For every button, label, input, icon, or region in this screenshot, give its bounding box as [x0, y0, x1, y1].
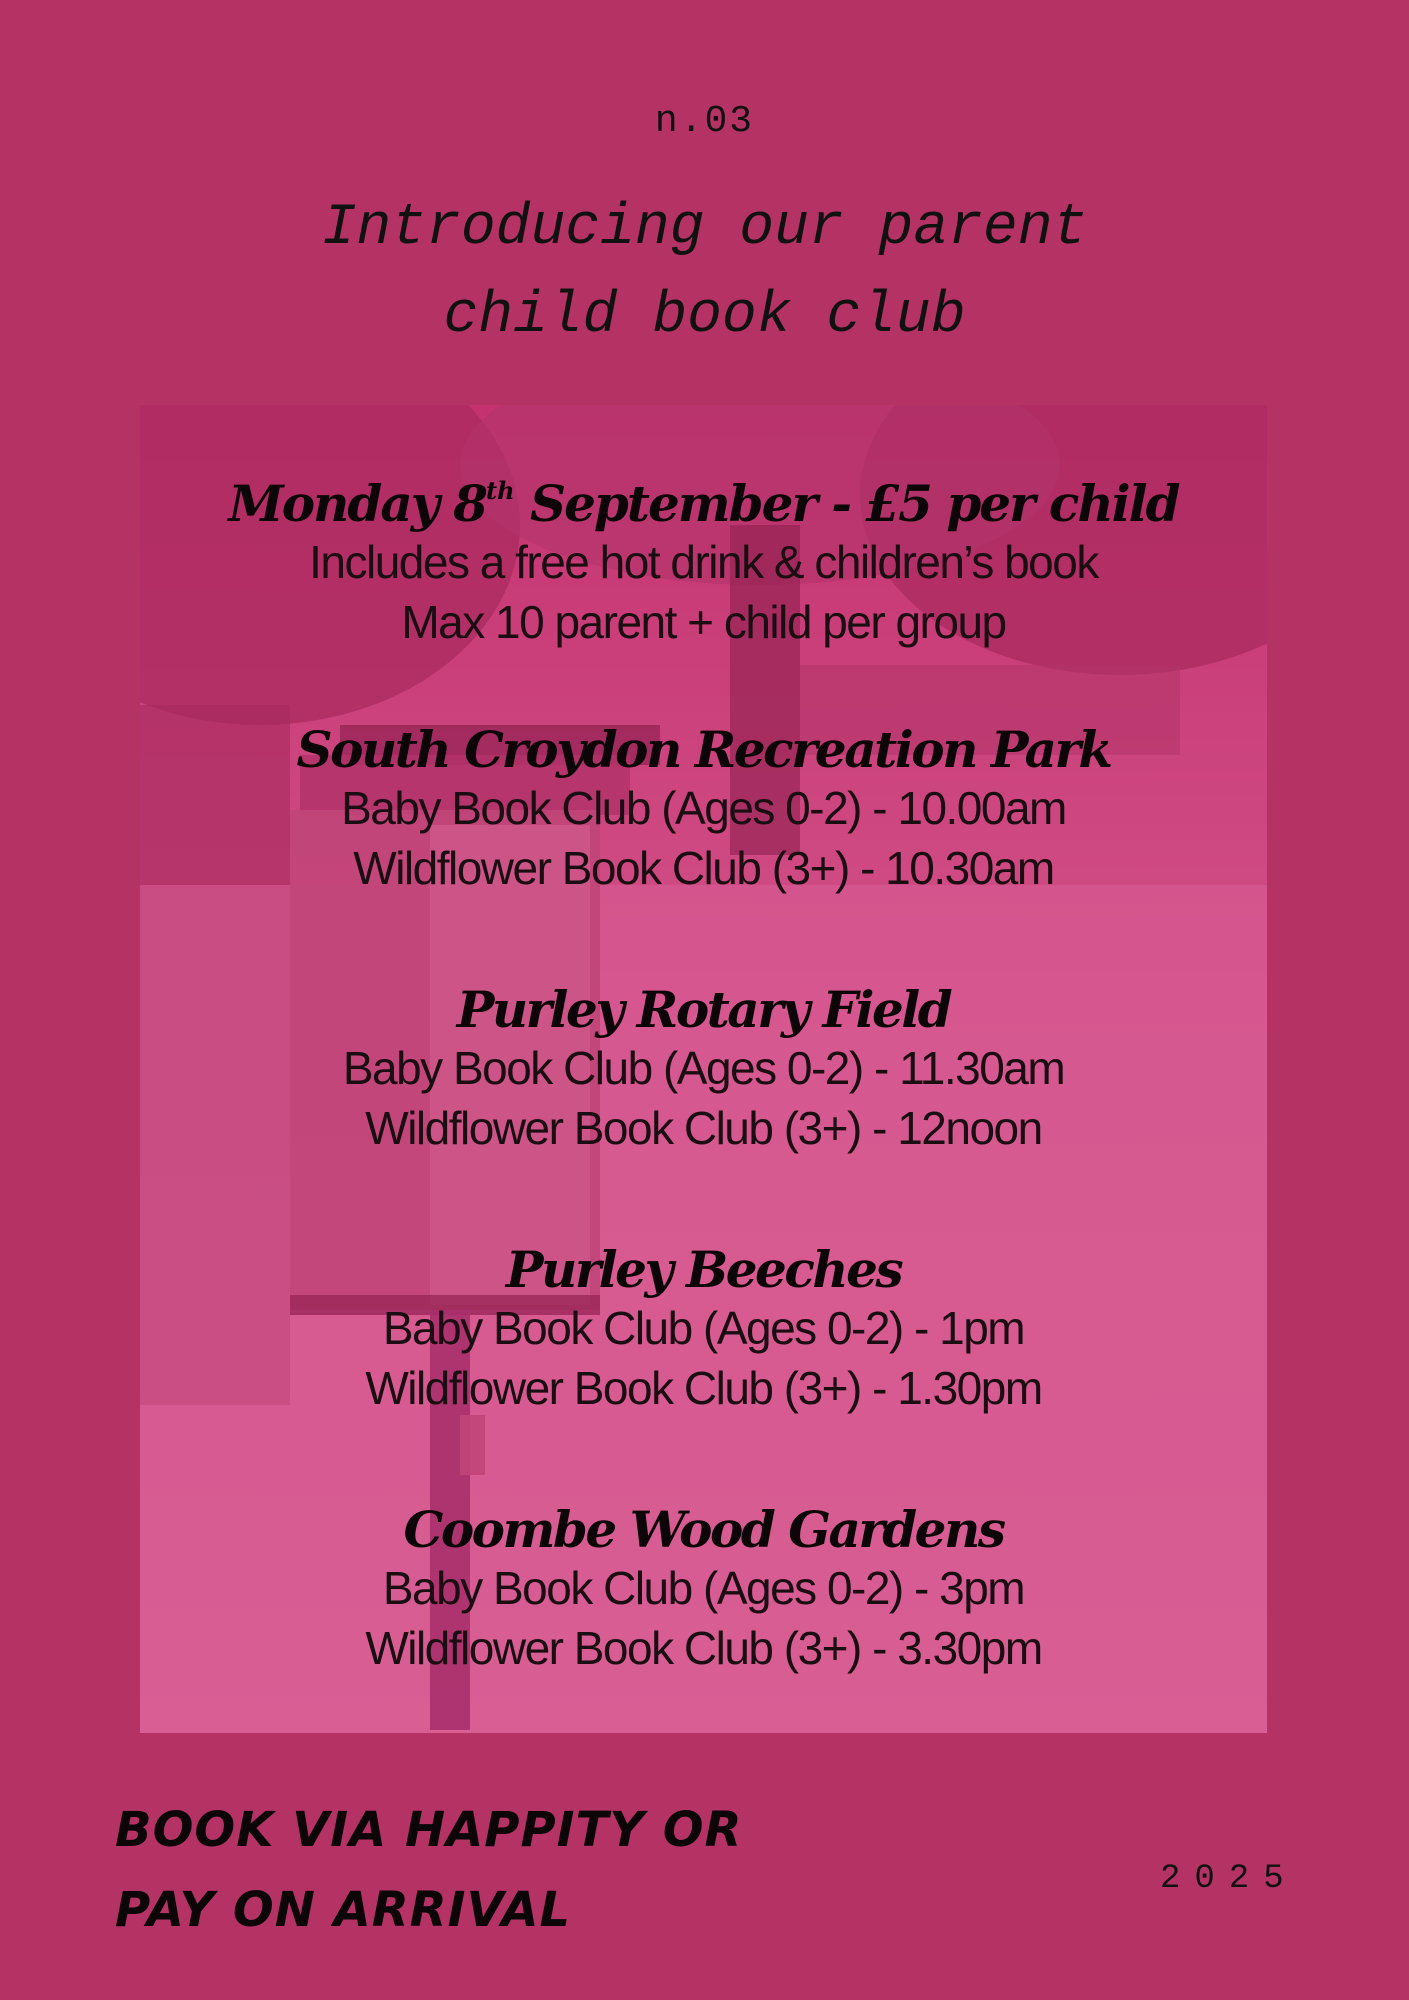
booking-line-2: PAY ON ARRIVAL [115, 1882, 572, 1938]
venue-block [140, 722, 1267, 898]
venue-block [140, 1502, 1267, 1678]
wildflower-session: Wildflower Book Club (3+) - 1.30pm [365, 1362, 1042, 1414]
venue-name: Purley Rotary Field [456, 980, 951, 1039]
venue-name: Coombe Wood Gardens [403, 1500, 1004, 1559]
page-headline [0, 185, 1409, 361]
event-detail-includes: Includes a free hot drink & children’s book [309, 536, 1098, 588]
baby-session: Baby Book Club (Ages 0-2) - 11.30am [342, 1042, 1065, 1094]
schedule-content [140, 405, 1267, 1678]
booking-instructions [115, 1790, 742, 1950]
baby-session: Baby Book Club (Ages 0-2) - 3pm [382, 1562, 1025, 1614]
wildflower-session: Wildflower Book Club (3+) - 12noon [365, 1102, 1042, 1154]
event-price: September - £5 per child [514, 474, 1179, 533]
event-detail-capacity: Max 10 parent + child per group [401, 596, 1006, 648]
event-date: Monday 8 [228, 474, 487, 533]
venue-name: South Croydon Recreation Park [296, 720, 1111, 779]
booking-line-1: BOOK VIA HAPPITY OR [115, 1802, 743, 1858]
date-ordinal: th [486, 476, 515, 505]
year-label: 2025 [1160, 1860, 1298, 1898]
venue-block [140, 982, 1267, 1158]
photo-panel [140, 405, 1267, 1733]
issue-number: n.03 [654, 100, 755, 143]
wildflower-session: Wildflower Book Club (3+) - 10.30am [353, 842, 1054, 894]
headline-line-2: child book club [443, 284, 966, 349]
event-date-price [140, 463, 1267, 532]
wildflower-session: Wildflower Book Club (3+) - 3.30pm [365, 1622, 1042, 1674]
baby-session: Baby Book Club (Ages 0-2) - 10.00am [341, 782, 1066, 834]
baby-session: Baby Book Club (Ages 0-2) - 1pm [382, 1302, 1025, 1354]
headline-line-1: Introducing our parent [321, 196, 1088, 261]
venue-block [140, 1242, 1267, 1418]
venue-name: Purley Beeches [505, 1240, 902, 1299]
